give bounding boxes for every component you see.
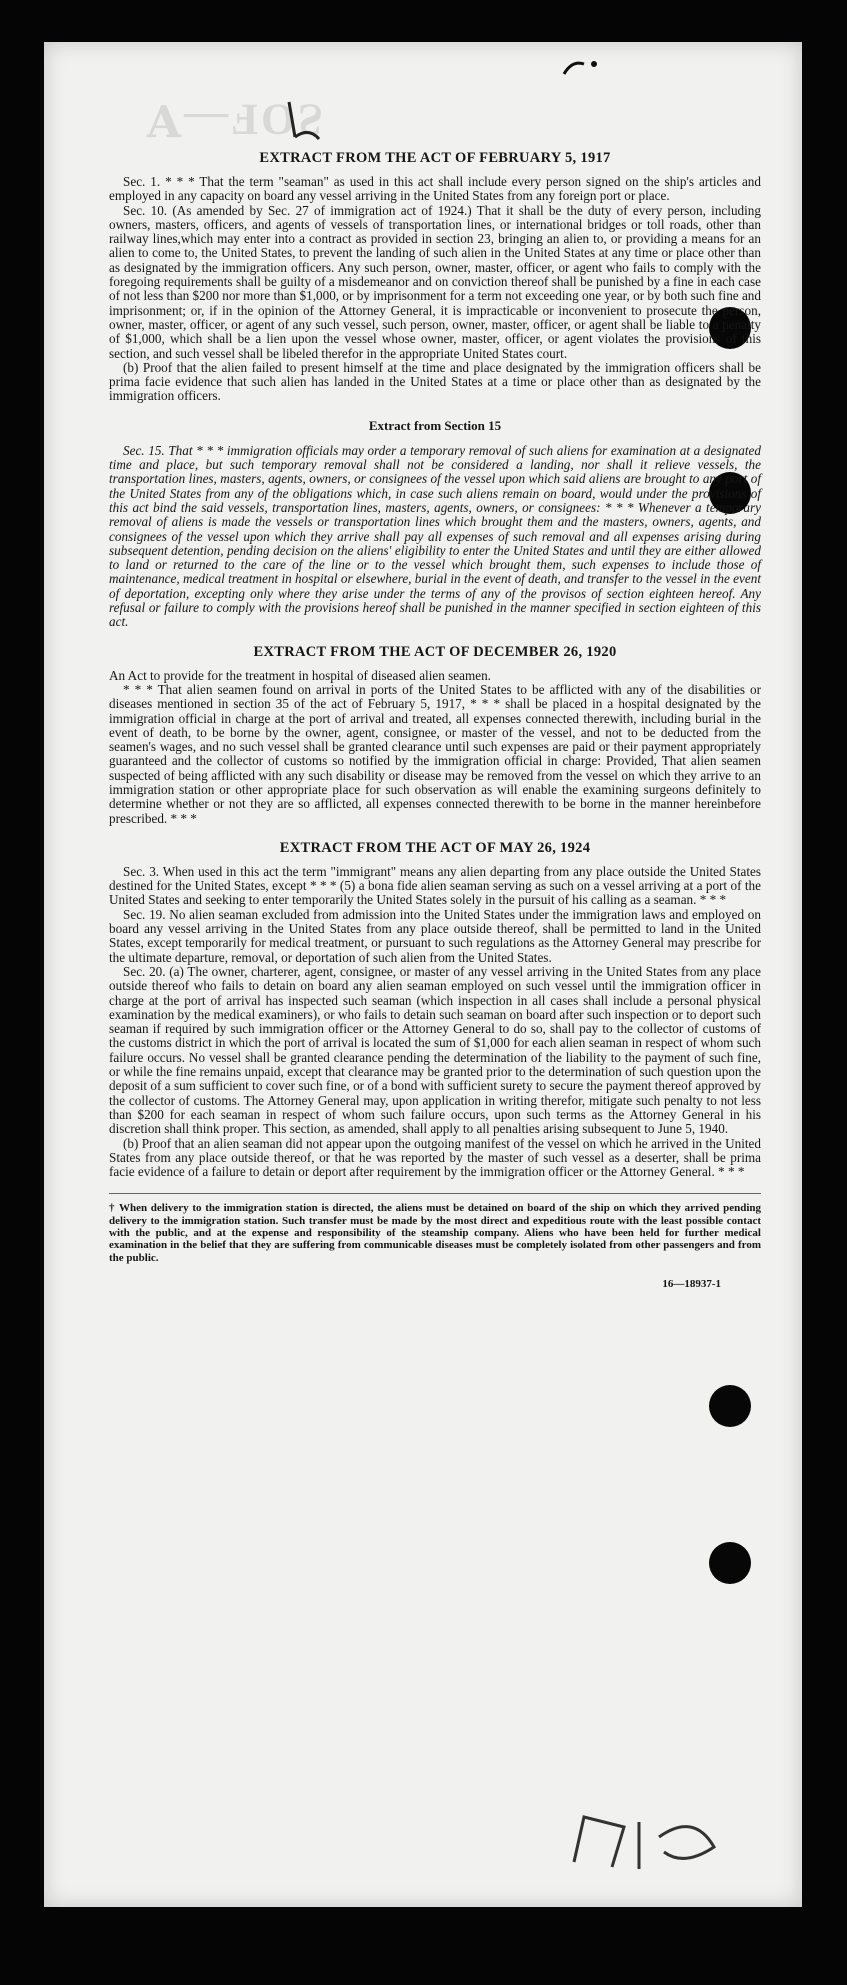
heading-act-1920: EXTRACT FROM THE ACT OF DECEMBER 26, 1920 bbox=[253, 643, 617, 660]
bleed-through-marks: ƧOF—Ɐ bbox=[144, 95, 323, 144]
form-number: 16—18937-1 bbox=[662, 1277, 721, 1290]
paragraph-sec-10: Sec. 10. (As amended by Sec. 27 of immigration act of 1924.) That it shall be the duty of every person, including owners, masters, officers, and agents of vessels of transportation lines, or international bridges or toll roads, other than railway lines,which may enter into a contract as provided in section 23, bringing an alien to, or providing a means for an alien to come to, the United States, to prevent the landing of such alien in the United States at any time or place other than as designated by the immigration officers. Any such person, owner, master, officer, or agent who fails to comply with the foregoing requirements shall be guilty of a misdemeanor and on conviction thereof shall be punished by a fine in each case of not less than $200 nor more than $1,000, or by imprisonment for a term not exceeding one year, or by both such fine and imprisonment; or, if in the opinion of the Attorney General, it is impracticable or inconvenient to prosecute the person, owner, master, officer, or agent of any such vessel, such person, owner, master, officer, or agent shall be liable to a penalty of $1,000, which shall be a lien upon the vessel whose owner, master, officer, or agent violates the provisions of this section, and such vessel shall be libeled therefor in the appropriate United States court. bbox=[109, 202, 761, 361]
paragraph-sec-15: Sec. 15. That * * * immigration officials may order a temporary removal of such aliens for examination at a designated time and place, but such temporary removal shall not be considered a landing, nor shall it relieve vessels, the transportation lines, masters, agents, owners, or consignees of the vessel upon which said aliens are brought to any port of the United States from any of the obligations which, in case such aliens remain on board, would under the provisions of this act bind the said vessels, transportation lines, masters, agents, owners, or consignees: * * * Whenever a temporary removal of aliens is made the vessels or transportation lines which brought them and the masters, owners, agents, and consignees of the vessel upon which they arrive shall pay all expenses of such removal and all expenses arising during subsequent detention, pending decision on the aliens' eligibility to enter the United States and until they are either allowed to land or returned to the care of the line or to the vessel which brought them, such expenses to include those of maintenance, medical treatment in hospital or elsewhere, burial in the event of death, and transfer to the vessel in the event of deportation, excepting only where they arise under the terms of any of the provisos of section eighteen hereof. Any refusal or failure to comply with the provisions hereof shall be punished in the manner specified in section eighteen of this act. bbox=[109, 442, 761, 630]
punch-hole bbox=[709, 1542, 751, 1584]
heading-section-15: Extract from Section 15 bbox=[368, 417, 502, 433]
handwritten-mark-top bbox=[554, 52, 614, 92]
heading-act-1924: EXTRACT FROM THE ACT OF MAY 26, 1924 bbox=[279, 839, 591, 856]
paragraph-sec-19: Sec. 19. No alien seaman excluded from admission into the United States under the immigration laws and employed on board any vessel arriving in the United States from any place outside thereof, shall be permitted to land in the United States, except temporarily for medical treatment, or pursuant to such regulations as the Attorney General may prescribe for the ultimate departure, removal, or deportation of such alien from the United States. bbox=[109, 906, 761, 965]
paragraph-sec-3: Sec. 3. When used in this act the term "immigrant" means any alien departing from any place outside the United States destined for the United States, except * * * (5) a bona fide alien seaman serving as such on a vessel arriving at a port of the United States and seeking to enter temporarily the United States solely in the pursuit of his calling as a seaman. * * * bbox=[109, 863, 761, 908]
document-body bbox=[109, 144, 761, 1290]
paragraph-sec-20-b: (b) Proof that an alien seaman did not appear upon the outgoing manifest of the vessel on which he arrived in the United States from any place outside thereof, or that he was reported by the master of such vessel as a deserter, shall be prima facie evidence of a failure to detain or deport after requirement by the immigration officer or the Attorney General. * * * bbox=[109, 1135, 761, 1180]
paragraph-act-1920-body: * * * That alien seamen found on arrival in ports of the United States to be afflicted with any of the disabilities or diseases mentioned in section 35 of the act of February 5, 1917, * * * shall be placed in a hospital designated by the immigration official in charge at the port of arrival and treated, all expenses connected therewith, including burial in the event of death, to be borne by the owner, agent, consignee, or master of the vessel, and not to be deducted from the seamen's wages, and no such vessel shall be granted clearance until such expenses are paid or their payment appropriately guaranteed and the collector of customs so notified by the immigration official in charge: Provided, That alien seamen suspected of being afflicted with any such disability or disease may be removed from the vessel on which they arrive to an immigration station or other appropriate place for such observation as will enable the examining surgeons definitely to determine whether or not they are so afflicted, all expenses connected therewith to be borne in the manner hereinbefore prescribed. * * * bbox=[109, 681, 761, 826]
handwritten-mark-bottom bbox=[564, 1807, 724, 1877]
paragraph-sec-20-a: Sec. 20. (a) The owner, charterer, agent, consignee, or master of any vessel arriving in the United States from any place outside thereof who fails to detain on board any alien seaman employed on such vessel until the immigration officer in charge at the port of arrival has inspected such seaman (which inspection in all cases shall include a personal physical examination by the medical examiners), or who fails to detain such seaman on board after such inspection or to deport such seaman if required by such immigration officer or the Attorney General to do so, shall pay to the collector of customs of the customs district in which the port of arrival is located the sum of $1,000 for each alien seaman in respect of whom such failure occurs. No vessel shall be granted clearance pending the determination of the liability to the payment of such fine, or while the fine remains unpaid, except that clearance may be granted prior to the determination of such question upon the deposit of a sum sufficient to cover such fine, or of a bond with sufficient surety to secure the payment thereof approved by the collector of customs. The Attorney General may, upon application in writing therefor, mitigate such penalty to not less than $200 for each seaman in respect of whom such failure occurs, upon such terms as the Attorney General in his discretion shall think proper. This section, as amended, shall apply to all penalties arising subsequent to June 5, 1940. bbox=[109, 963, 761, 1137]
document-page bbox=[44, 42, 802, 1907]
paragraph-sec-10-b: (b) Proof that the alien failed to present himself at the time and place designated by the immigration officers shall be prima facie evidence that such alien has landed in the United States at a time or place other than as designated by the immigration officers. bbox=[109, 359, 761, 404]
footnote: † When delivery to the immigration station is directed, the aliens must be detained on board of the ship on which they arrived pending delivery to the immigration station. Such transfer must be made by the most direct and expeditious route with the least possible contact with the public, and at the expense and responsibility of the steamship company. Aliens who have been held for further medical examination in the belief that they are suffering from communicable diseases must be completely isolated from other passengers and from the public. bbox=[109, 1193, 761, 1263]
heading-act-1917: EXTRACT FROM THE ACT OF FEBRUARY 5, 1917 bbox=[259, 150, 611, 166]
paragraph-act-1920-title: An Act to provide for the treatment in hospital of diseased alien seamen. bbox=[109, 667, 491, 683]
punch-hole bbox=[709, 1385, 751, 1427]
handwritten-mark-heading bbox=[269, 97, 329, 147]
paragraph-sec-1: Sec. 1. * * * That the term "seaman" as used in this act shall include every person signed on the ship's articles and employed in any capacity on board any vessel arriving in the United States from any foreign port or place. bbox=[109, 174, 761, 204]
